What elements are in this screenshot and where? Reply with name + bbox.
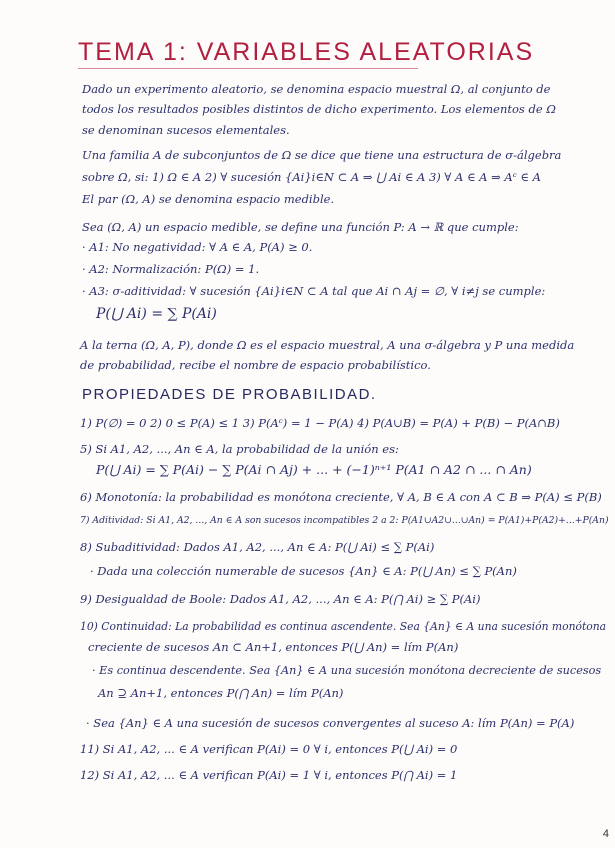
title-underline [78,68,418,69]
property-line: 5) Si A1, A2, ..., An ∈ A, la probabilidad de la unión es: [80,442,399,456]
intro-line: · A2: Normalización: P(Ω) = 1. [82,262,260,276]
property-line: An ⊇ An+1, entonces P(⋂ An) = lím P(An) [98,686,344,700]
property-line: · Sea {An} ∈ A una sucesión de sucesos convergentes al suceso A: lím P(An) = P(A) [86,716,575,730]
page-title: TEMA 1: VARIABLES ALEATORIAS [78,38,535,66]
triple-line: de probabilidad, recibe el nombre de espacio probabilístico. [80,358,431,372]
intro-line: se denominan sucesos elementales. [82,123,290,137]
intro-line: sobre Ω, si: 1) Ω ∈ A 2) ∀ sucesión {Ai}i∈N ⊂ A ⇒ ⋃ Ai ∈ A 3) ∀ A ∈ A ⇒ Aᶜ ∈ A [82,170,541,184]
property-line: 11) Si A1, A2, ... ∈ A verifican P(Ai) = 0 ∀ i, entonces P(⋃ Ai) = 0 [80,742,458,756]
properties-heading: PROPIEDADES DE PROBABILIDAD. [82,386,377,403]
property-line: creciente de sucesos An ⊂ An+1, entonces P(⋃ An) = lím P(An) [88,640,459,654]
intro-line: · A1: No negatividad: ∀ A ∈ A, P(A) ≥ 0. [82,240,313,254]
intro-line: El par (Ω, A) se denomina espacio medible. [82,192,335,206]
property-line: · Es continua descendente. Sea {An} ∈ A una sucesión monótona decreciente de sucesos [92,664,602,677]
page-number: 4 [602,828,609,840]
intro-line: Sea (Ω, A) un espacio medible, se define una función P: A → ℝ que cumple: [82,220,519,234]
intro-line: todos los resultados posibles distintos de dicho experimento. Los elementos de Ω [82,102,556,116]
property-line: 7) Aditividad: Si A1, A2, ..., An ∈ A son sucesos incompatibles 2 a 2: P(A1∪A2∪...∪An) = P(A1)+P(A2)+...+P(An) [80,515,609,526]
property-line: 10) Continuidad: La probabilidad es continua ascendente. Sea {An} ∈ A una sucesión monótona [80,620,607,633]
intro-line: · A3: σ-aditividad: ∀ sucesión {Ai}i∈N ⊂ A tal que Ai ∩ Aj = ∅, ∀ i≠j se cumple: [82,284,546,298]
property-line: 12) Si A1, A2, ... ∈ A verifican P(Ai) = 1 ∀ i, entonces P(⋂ Ai) = 1 [80,768,458,782]
property-formula: P(⋃ Ai) = ∑ P(Ai) − ∑ P(Ai ∩ Aj) + ... + (−1)ⁿ⁺¹ P(A1 ∩ A2 ∩ ... ∩ An) [96,462,532,477]
property-line: 1) P(∅) = 0 2) 0 ≤ P(A) ≤ 1 3) P(Aᶜ) = 1 − P(A) 4) P(A∪B) = P(A) + P(B) − P(A∩B) [80,416,560,430]
intro-line: Dado un experimento aleatorio, se denomina espacio muestral Ω, al conjunto de [82,82,551,96]
property-line: 6) Monotonía: la probabilidad es monótona creciente, ∀ A, B ∈ A con A ⊂ B ⇒ P(A) ≤ P(B) [80,490,602,504]
property-line: 8) Subaditividad: Dados A1, A2, ..., An ∈ A: P(⋃ Ai) ≤ ∑ P(Ai) [80,540,435,554]
property-line: 9) Desigualdad de Boole: Dados A1, A2, ..., An ∈ A: P(⋂ Ai) ≥ ∑ P(Ai) [80,592,481,606]
property-line: · Dada una colección numerable de sucesos {An} ∈ A: P(⋃ An) ≤ ∑ P(An) [90,564,517,578]
intro-line: Una familia A de subconjuntos de Ω se dice que tiene una estructura de σ-álgebra [82,148,562,162]
a3-formula: P(⋃ Ai) = ∑ P(Ai) [96,306,217,322]
triple-line: A la terna (Ω, A, P), donde Ω es el espacio muestral, A una σ-álgebra y P una medida [80,338,575,352]
